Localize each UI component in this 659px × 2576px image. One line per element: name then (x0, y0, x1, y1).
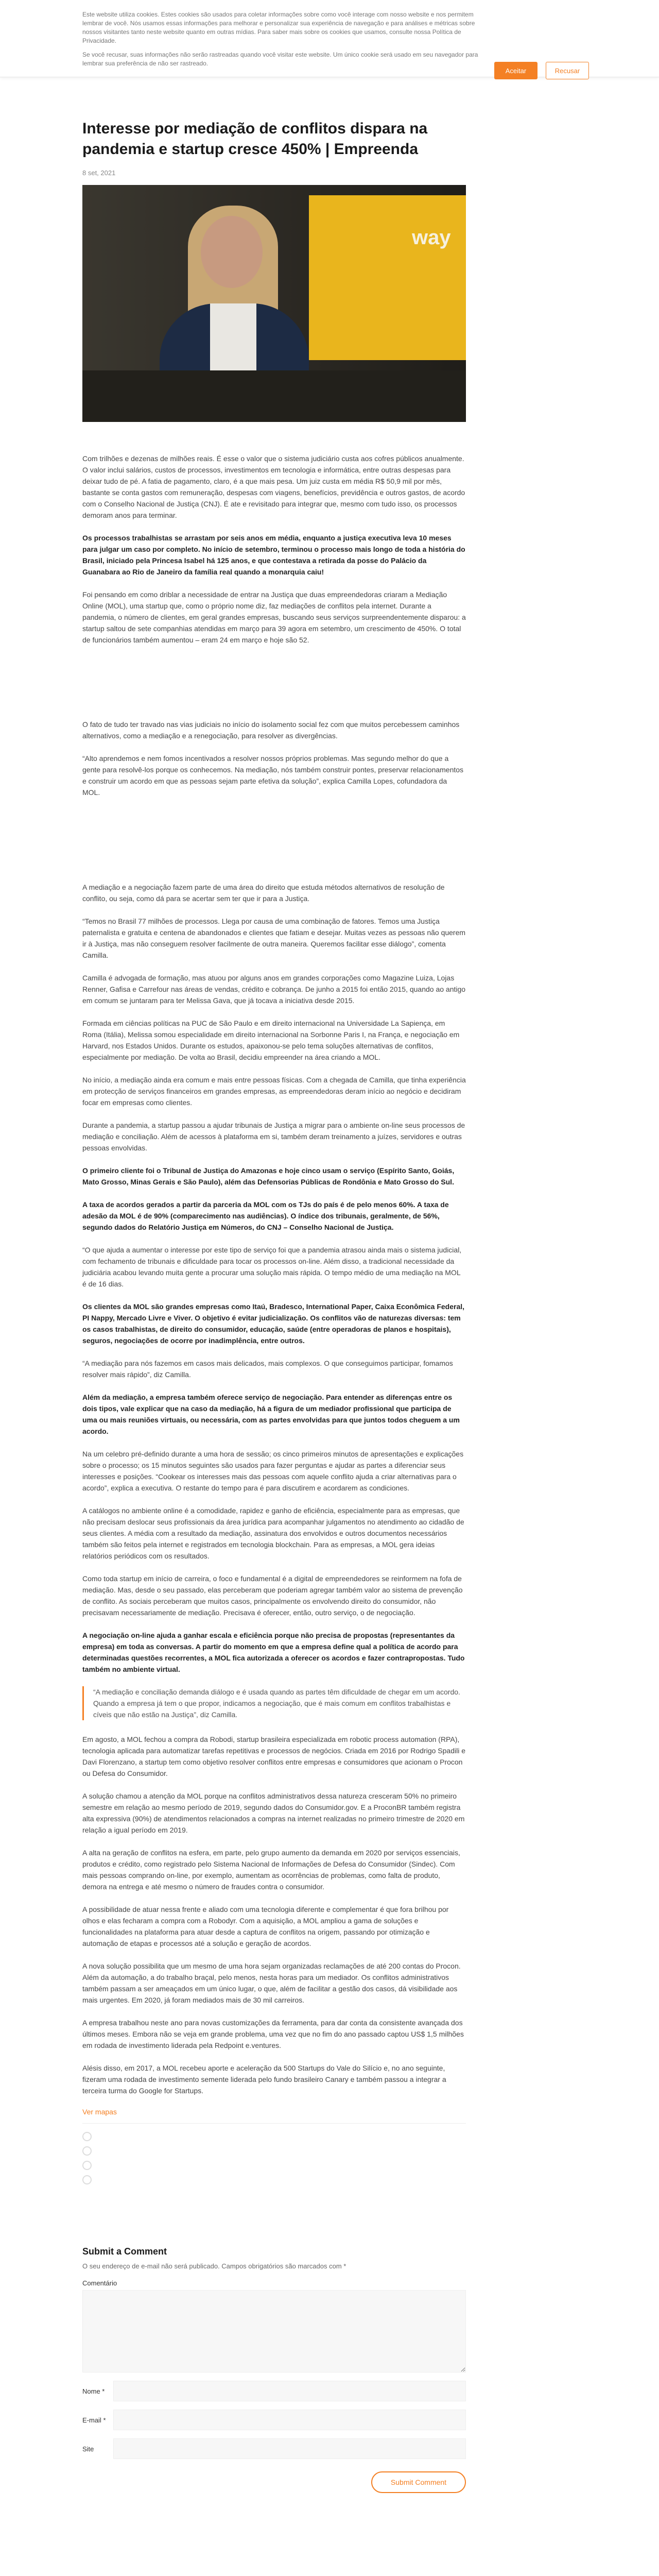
article-paragraph: O fato de tudo ter travado nas vias judiciais no início do isolamento social fez com que muitos percebessem caminhos alternativos, como a mediação e a renegociação, para resolver as divergências. (82, 720, 460, 740)
comment-form (82, 2246, 466, 2493)
reject-cookies-button[interactable]: Recusar (546, 62, 589, 79)
email-label: E-mail * (82, 2416, 106, 2424)
article-paragraph: A negociação on-line ajuda a ganhar escala e eficiência porque não precisa de propostas (representantes da empresa) em toda as conversas. A partir do momento em que a empresa define qual a política de acordo para determinadas questões recorrentes, a MOL fica autorizada a oferecer os acordos e fazer contrapropostas. Tudo também no ambiente virtual. (82, 1631, 465, 1673)
cookie-text-secondary: Se você recusar, suas informações não serão rastreadas quando você visitar este website. Um único cookie será usado em seu navegador para lembrar sua preferência de não ser rastreado. (82, 51, 478, 67)
article-paragraph: Como toda startup em início de carreira, o foco e fundamental é a digital de empreendedores se reinformem na fofa de mediação. Mas, desde o seu passado, elas perceberam que poderiam agregar também valor ao sistema de prevenção de conflito. As sociais perceberam que muitos casos, principalmente os envolvendo direito do consumidor, não precisavam necessariamente de mediação. Precisava é oferecer, então, outro serviço, o de negociação. (82, 1574, 463, 1617)
article-title: Interesse por mediação de conflitos dispara na pandemia e startup cresce 450% | Empreenda (82, 120, 428, 158)
article-paragraph: A nova solução possibilita que um mesmo de uma hora sejam organizadas reclamações de até 200 contas do Procon. Além da automação, a do trabalho braçal, pelo menos, nesta horas para um mediador. Os conflitos administrativos também passam a ser ameaçados em um único lugar, o que, além de facilitar a gestão dos casos, dá visibilidade aos mais urgentes. Em 2020, já foram mediados mais de 30 mil carreiros. (82, 1962, 461, 2004)
accept-cookies-button[interactable]: Aceitar (494, 62, 537, 79)
article-paragraph: Além da mediação, a empresa também oferece serviço de negociação. Para entender as diferenças entre os dois tipos, vale explicar que na caso da mediação, há a figura de um mediador profissional que participa de uma ou mais reuniões virtuais, ou necessária, com as partes envolvidas para que juntos todos cheguem a um acordo. (82, 1393, 460, 1435)
site-label: Site (82, 2445, 94, 2453)
share-icons (82, 2132, 466, 2184)
comment-textarea[interactable] (82, 2290, 466, 2372)
article-paragraph: “Alto aprendemos e nem fomos incentivados a resolver nossos próprios problemas. Mas segundo melhor do que a gente para resolvê-los porque os conhecemos. Na mediação, nós também construir pontes, preservar relacionamentos e construir um acordo em que as pessoas sejam parte efetiva da solução”, explica Camilla Lopes, cofundadora da MOL. (82, 754, 464, 796)
divider (82, 2123, 466, 2124)
article-paragraph: A catálogos no ambiente online é a comodidade, rapidez e ganho de eficiência, especialmente para as empresas, que não precisam deslocar seus profissionais da área jurídica para acompanhar julgamentos no atendimento ao cidadão de seus clientes. A média com a resultado da mediação, assinatura dos envolvidos e outros documentos necessários também são feitos pela internet e registrados em tecnologia blockchain. Para as empresas, a MOL gera ideias relatórios periódicos com os resultados. (82, 1506, 464, 1560)
article-paragraph: Foi pensando em como driblar a necessidade de entrar na Justiça que duas empreendedoras criaram a Mediação Online (MOL), uma startup que, como o próprio nome diz, faz mediações de conflitos pela internet. Durante a pandemia, o número de clientes, em geral grandes empresas, buscando seus serviços surpreendentemente disparou: a startup saltou de sete companhias atendidas em março para 39 agora em setembro, um crescimento de 450%. O total de funcionários também aumentou – eram 24 em março e hoje são 52. (82, 590, 466, 644)
share-twitter-icon[interactable] (82, 2146, 92, 2156)
article-spacer (82, 809, 466, 882)
comment-label: Comentário (82, 2279, 117, 2287)
article-paragraph: A taxa de acordos gerados a partir da parceria da MOL com os TJs do país é de pelo menos 60%. A taxa de adesão da MOL é de 90% (comparecimento nas audiências). O índice dos tribunais, geralmente, de 56%, segundo dados do Relatório Justiça em Números, do CNJ – Conselho Nacional de Justiça. (82, 1200, 449, 1231)
article-paragraph: Formada em ciências políticas na PUC de São Paulo e em direito internacional na Universidade La Sapiença, em Roma (Itália), Melissa somou especialidade em direito internacional na Sorbonne Paris I, na França, e negociação em Harvard, nos Estados Unidos. Durante os estudos, apaixonou-se pelo tema soluções alternativas de conflitos, especialmente por mediação. De volta ao Brasil, decidiu empreender na área criando a MOL. (82, 1019, 460, 1061)
article-paragraph: “O que ajuda a aumentar o interesse por este tipo de serviço foi que a pandemia atrasou ainda mais o sistema judicial, com fechamento de tribunais e dificuldade para tocar os processos on-line. Além disso, a tradicional necessidade da judiciária acabou levando muita gente a procurar uma solução mais rápida. O tempo médio de uma mediação na MOL é de 16 dias. (82, 1246, 462, 1288)
article-paragraph: Em agosto, a MOL fechou a compra da Robodi, startup brasileira especializada em robotic process automation (RPA), tecnologia aplicada para automatizar tarefas repetitivas e processos de negócios. Criada em 2016 por Rodrigo Spadili e Davi Florenzano, a startup tem como objetivo resolver conflitos entre empresas e consumidores que acionam o Procon ou Defesa do Consumidor. (82, 1735, 465, 1777)
article-paragraph: Os clientes da MOL são grandes empresas como Itaú, Bradesco, International Paper, Caixa Econômica Federal, PI Nappy, Mercado Livre e Viver. O objetivo é evitar judicialização. Os conflitos vão de naturezas diversas: tem os casos trabalhistas, de direito do consumidor, educação, saúde (entre operadoras de planos e hospitais), seguros, negociações de ocorre por inadimplência, entre outros. (82, 1302, 465, 1345)
hero-yellow-panel (309, 195, 466, 360)
hero-table (82, 370, 466, 422)
article-paragraph: Os processos trabalhistas se arrastam por seis anos em média, enquanto a justiça executiva leva 10 meses para julgar um caso por completo. No início de setembro, terminou o processo mais longo de toda a história do Brasil, iniciado pela Princesa Isabel há 125 anos, e que contestava a retirada da posse do Palácio da Guanabara ao Rio de Janeiro da família real quando a monarquia caiu! (82, 534, 465, 576)
article-paragraph: A empresa trabalhou neste ano para novas customizações da ferramenta, para dar conta da consistente avançada dos últimos meses. Embora não se veja em grande problema, uma vez que no fim do ano passado captou US$ 1,5 milhões em rodada de investimento liderada pela Redpoint e.ventures. (82, 2019, 464, 2049)
share-linkedin-icon[interactable] (82, 2161, 92, 2170)
tags-link[interactable]: Ver mapas (82, 2108, 117, 2116)
article (82, 118, 466, 2493)
article-paragraph: Durante a pandemia, a startup passou a ajudar tribunais de Justiça a migrar para o ambiente on-line seus processos de mediação e conciliação. Além de acessos à plataforma em si, também deram treinamento a juízes, servidores e outras pessoas envolvidas. (82, 1121, 465, 1152)
article-body (82, 453, 466, 2096)
hero-person-head (201, 216, 263, 288)
share-facebook-icon[interactable] (82, 2132, 92, 2141)
article-paragraph: No início, a mediação ainda era comum e mais entre pessoas físicas. Com a chegada de Camilla, que tinha experiência em protecção de serviços financeiros em grandes empresas, as empreendedoras deram início ao negócio e decidiram focar em empresas como clientes. (82, 1076, 466, 1107)
article-paragraph: “A mediação para nós fazemos em casos mais delicados, mais complexos. O que conseguimos participar, fomamos resolver mais rápido”, diz Camilla. (82, 1359, 453, 1379)
email-field[interactable] (113, 2410, 466, 2430)
cookie-consent-bar (0, 0, 659, 77)
article-paragraph: A solução chamou a atenção da MOL porque na conflitos administrativos dessa natureza cresceram 50% no primeiro semestre em relação ao mesmo período de 2019, segundo dados do Consumidor.gov. E a ProconBR também registra alta expressiva (90%) de atendimentos relacionados a compras na internet realizadas no primeiro trimestre de 2020 em relação a igual período em 2019. (82, 1792, 465, 1834)
article-paragraph: Camilla é advogada de formação, mas atuou por alguns anos em grandes corporações como Magazine Luiza, Lojas Renner, Gafisa e Carrefour nas áreas de vendas, crédito e cobrança. De junho a 2015 foi então 2015, quando ao antigo em comum se juntaram para ter Melissa Gava, que já tocava a iniciativa desde 2015. (82, 974, 466, 1005)
hero-image (82, 185, 466, 422)
article-spacer (82, 657, 466, 719)
hero-sign-text: way (412, 226, 451, 249)
comment-form-title: Submit a Comment (82, 2246, 167, 2257)
site-field[interactable] (113, 2438, 466, 2459)
article-paragraph: “Temos no Brasil 77 milhões de processos. Llega por causa de uma combinação de fatores. Temos uma Justiça paternalista e gratuita e centena de abandonados e clientes que fatiam e desejar. Muitas vezes as pessoas não querem ir à Justiça, mas não conseguem resolver facilmente de outra maneira. Queremos facilitar esse diálogo”, comenta Camilla. (82, 917, 466, 959)
cookie-text-primary: Este website utiliza cookies. Estes cookies são usados para coletar informações sobre como você interage com nosso website e nos permitem lembrar de você. Nós usamos essas informações para melhorar e personalizar sua experiência de navegação e para análises e métricas sobre nossos visitantes tanto neste website quanto em outras mídias. Para saber mais sobre os cookies que usamos, consulte nossa Política de Privacidade. (82, 11, 475, 44)
article-paragraph: Alésis disso, em 2017, a MOL recebeu aporte e aceleração da 500 Startups do Vale do Silício e, no ano seguinte, fizeram uma rodada de investimento semente liderada pelo fundo brasileiro Canary e também passou a integrar a terceira turma do Google for Startups. (82, 2064, 446, 2095)
article-paragraph: A mediação e a negociação fazem parte de uma área do direito que estuda métodos alternativos de resolução de conflito, ou seja, como dá para se acertar sem ter que ir para a Justiça. (82, 883, 445, 903)
name-field[interactable] (113, 2381, 466, 2401)
share-whatsapp-icon[interactable] (82, 2175, 92, 2184)
article-paragraph: Com trilhões e dezenas de milhões reais. É esse o valor que o sistema judiciário custa aos cofres públicos anualmente. O valor inclui salários, custos de processos, investimentos em tecnologia e informática, entre outras despesas para deixar tudo de pé. A fatia de pagamento, claro, é a que mais pesa. Um juiz custa em média R$ 50,9 mil por mês, bastante se conta gastos com remuneração, despesas com viagens, benefícios, previdência e outros gastos, de acordo com o Conselho Nacional de Justiça (CNJ). É ate e revisitado para integrar que, mesmo com tudo isso, os processos demoram anos para terminar. (82, 454, 465, 519)
article-blockquote: “A mediação e conciliação demanda diálogo e é usada quando as partes têm dificuldade de chegar em um acordo. Quando a empresa já tem o que propor, indicamos a negociação, que é mais comum em conflitos trabalhistas e cíveis que não estão na Justiça”, diz Camilla. (82, 1686, 466, 1720)
article-paragraph: A alta na geração de conflitos na esfera, em parte, pelo grupo aumento da demanda em 2020 por serviços essenciais, produtos e crédito, como registrado pelo Sistema Nacional de Informações de Defesa do Consumidor (Sindec). Com mais pessoas comprando on-line, por exemplo, aumentam as ocorrências de problemas, como falta de produto, demora na entrega e até mesmo o número de fraudes contra o consumidor. (82, 1849, 460, 1891)
comment-form-note: O seu endereço de e-mail não será publicado. Campos obrigatórios são marcados com * (82, 2262, 346, 2270)
article-paragraph: A possibilidade de atuar nessa frente e aliado com uma tecnologia diferente e complementar é que fora brilhou por olhos e elas fecharam a compra com a Robodyr. Com a aquisição, a MOL ampliou a gama de soluções e funcionalidades na plataforma para atuar desde a captura de conflitos na origem, passando por otimização e automação de etapas e processos até a solução e geração de acordos. (82, 1905, 449, 1947)
name-label: Nome * (82, 2387, 105, 2395)
article-date: 8 set, 2021 (82, 169, 116, 177)
article-paragraph: Na um celebro pré-definido durante a uma hora de sessão; os cinco primeiros minutos de apresentações e explicações sobre o processo; os 15 minutos seguintes são usados para fazer perguntas e ajudar as partes a diferenciar seus interesses e posições. “Cookear os interesses mais das pessoas com aquele conflito ajuda a criar alternativas para o acordo”, explica a executiva. O restante do tempo para é para discutirem e acordarem as condiciones. (82, 1450, 464, 1492)
submit-comment-button[interactable]: Submit Comment (371, 2471, 466, 2493)
article-paragraph: O primeiro cliente foi o Tribunal de Justiça do Amazonas e hoje cinco usam o serviço (Espírito Santo, Goiás, Mato Grosso, Minas Gerais e São Paulo), além das Defensorias Públicas de Rondônia e Mato Grosso do Sul. (82, 1166, 455, 1186)
